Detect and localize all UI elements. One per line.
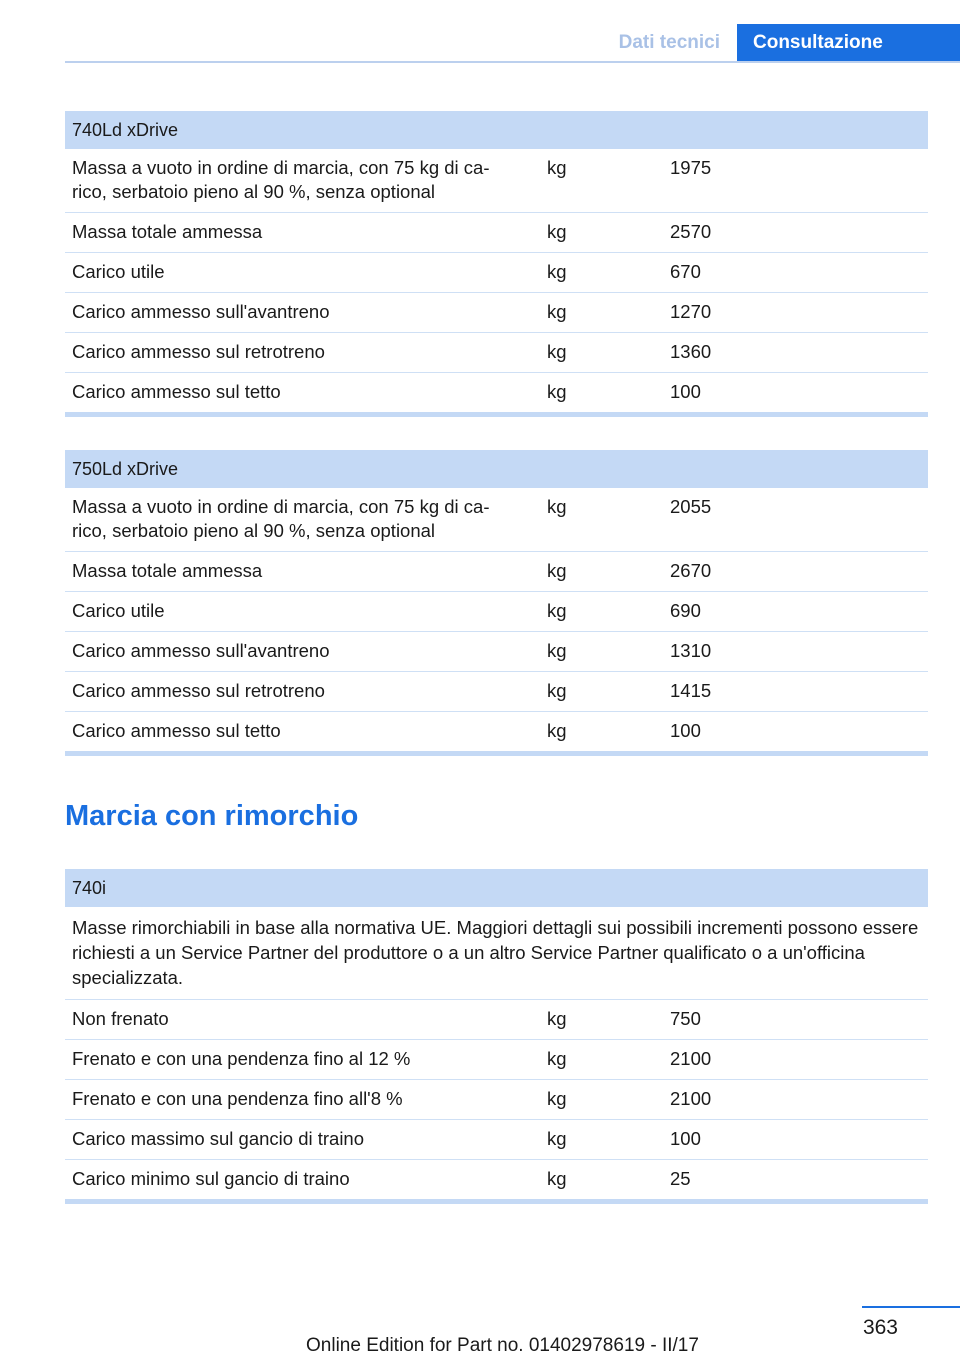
row-value: 100 xyxy=(670,1128,701,1149)
header-section-label: Dati tecnici xyxy=(618,32,720,53)
table-row xyxy=(65,149,928,213)
row-value: 1975 xyxy=(670,157,712,178)
table-row xyxy=(65,712,928,751)
table-row xyxy=(65,592,928,632)
row-label: Carico massimo sul gancio di traino xyxy=(72,1128,365,1149)
table-row xyxy=(65,213,928,253)
page-header xyxy=(0,24,960,62)
row-value: 2570 xyxy=(670,221,712,242)
row-label: Carico ammesso sull'avantreno xyxy=(72,640,330,661)
page-number: 363 xyxy=(862,1316,898,1339)
table-end-bar xyxy=(65,1199,928,1204)
row-value: 2055 xyxy=(670,496,712,517)
row-label: Carico ammesso sul retrotreno xyxy=(72,680,325,701)
table-note: Masse rimorchiabili in base alla normativa UE. Maggiori dettagli sui possibili incrementi possono essere richiesti a un Service Partner del produttore o a un altro Service Partner qualificato o a un'officina specializzata. xyxy=(65,907,928,1000)
row-unit: kg xyxy=(547,560,567,581)
row-value: 750 xyxy=(670,1008,701,1029)
weights-table-740ld xyxy=(65,111,928,417)
row-value: 25 xyxy=(670,1168,691,1189)
row-unit: kg xyxy=(547,600,567,621)
row-label: Carico utile xyxy=(72,600,165,621)
row-label: Massa totale ammessa xyxy=(72,221,263,242)
table-end-bar xyxy=(65,751,928,756)
table-row xyxy=(65,1160,928,1199)
row-unit: kg xyxy=(547,1008,567,1029)
row-label: Carico minimo sul gancio di traino xyxy=(72,1168,350,1189)
row-label: Frenato e con una pendenza fino al 12 % xyxy=(72,1048,411,1069)
row-unit: kg xyxy=(547,301,567,322)
edition-footer: Online Edition for Part no. 01402978619 - II/17 xyxy=(306,1335,699,1356)
table-row xyxy=(65,1120,928,1160)
row-value: 2100 xyxy=(670,1048,712,1069)
row-unit: kg xyxy=(547,640,567,661)
table-row xyxy=(65,253,928,293)
row-label: Massa totale ammessa xyxy=(72,560,263,581)
section-title: Marcia con rimorchio xyxy=(65,800,359,832)
row-label: Non frenato xyxy=(72,1008,169,1029)
row-unit: kg xyxy=(547,157,567,178)
row-label: Carico ammesso sul tetto xyxy=(72,381,281,402)
row-unit: kg xyxy=(547,1048,567,1069)
table-title: 740Ld xDrive xyxy=(65,111,928,149)
footer-divider xyxy=(862,1306,960,1308)
row-unit: kg xyxy=(547,341,567,362)
row-unit: kg xyxy=(547,221,567,242)
row-unit: kg xyxy=(547,381,567,402)
table-row xyxy=(65,488,928,552)
table-end-bar xyxy=(65,412,928,417)
row-value: 1415 xyxy=(670,680,712,701)
table-row xyxy=(65,632,928,672)
row-unit: kg xyxy=(547,1168,567,1189)
row-label: Frenato e con una pendenza fino all'8 % xyxy=(72,1088,403,1109)
row-label: Carico ammesso sull'avantreno xyxy=(72,301,330,322)
table-row xyxy=(65,373,928,412)
row-unit: kg xyxy=(547,1088,567,1109)
table-row xyxy=(65,1080,928,1120)
row-value: 100 xyxy=(670,381,701,402)
table-row xyxy=(65,333,928,373)
row-unit: kg xyxy=(547,496,567,517)
table-row xyxy=(65,1000,928,1040)
header-divider xyxy=(65,61,960,63)
row-value: 1310 xyxy=(670,640,712,661)
row-label: Carico utile xyxy=(72,261,165,282)
header-chapter-tab: Consultazione xyxy=(737,24,960,61)
row-value: 1360 xyxy=(670,341,712,362)
trailer-loads-table xyxy=(65,869,928,1204)
table-row xyxy=(65,672,928,712)
row-value: 2670 xyxy=(670,560,712,581)
table-title: 750Ld xDrive xyxy=(65,450,928,488)
table-title: 740i xyxy=(65,869,928,907)
row-value: 100 xyxy=(670,720,701,741)
row-unit: kg xyxy=(547,261,567,282)
row-value: 1270 xyxy=(670,301,712,322)
row-value: 690 xyxy=(670,600,701,621)
row-label: Massa a vuoto in ordine di marcia, con 75 kg di ca- rico, serbatoio pieno al 90 %, senza optional xyxy=(72,496,490,541)
table-row xyxy=(65,1040,928,1080)
row-value: 2100 xyxy=(670,1088,712,1109)
row-value: 670 xyxy=(670,261,701,282)
table-row xyxy=(65,293,928,333)
row-label: Carico ammesso sul tetto xyxy=(72,720,281,741)
row-unit: kg xyxy=(547,680,567,701)
table-row xyxy=(65,552,928,592)
row-unit: kg xyxy=(547,720,567,741)
row-label: Massa a vuoto in ordine di marcia, con 75 kg di ca- rico, serbatoio pieno al 90 %, senza optional xyxy=(72,157,490,202)
row-label: Carico ammesso sul retrotreno xyxy=(72,341,325,362)
row-unit: kg xyxy=(547,1128,567,1149)
weights-table-750ld xyxy=(65,450,928,756)
